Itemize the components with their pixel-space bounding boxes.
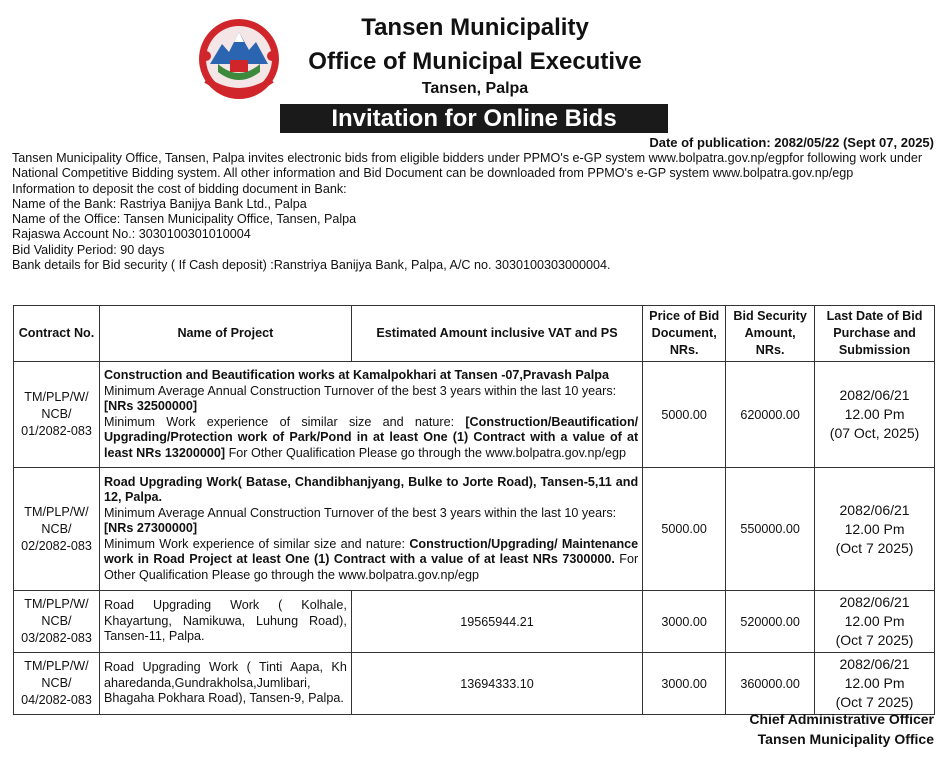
last-date — [815, 591, 935, 653]
notice-banner: Invitation for Online Bids — [280, 104, 668, 133]
bid-security-amount: 360000.00 — [726, 653, 815, 715]
last-date-english: (07 Oct, 2025) — [829, 425, 920, 441]
last-date-value: 2082/06/21 — [839, 656, 910, 672]
bank-name: Name of the Bank: Rastriya Banijya Bank Ltd., Palpa — [12, 196, 307, 211]
last-date — [815, 362, 935, 468]
office-name: Office of Municipal Executive — [308, 48, 642, 75]
last-date-time: 12.00 Pm — [844, 613, 905, 629]
bid-security-amount: 520000.00 — [726, 591, 815, 653]
contract-no: TM/PLP/W/ NCB/ 04/2082-083 — [14, 653, 100, 715]
experience-detail: [Construction/Beautification/ Upgrading/Protection work of Park/Pond in at least One (1) Contract with a value of at least NRs 13200000] — [103, 414, 639, 460]
bid-document-price: 3000.00 — [643, 653, 726, 715]
col-lastdate-header: Last Date of Bid Purchase and Submission — [815, 306, 935, 362]
signature-block — [749, 709, 934, 749]
experience-text: Minimum Work experience of similar size and nature: — [103, 414, 455, 429]
col-contract-header: Contract No. — [14, 306, 100, 362]
project-title: Road Upgrading Work( Batase, Chandibhanjyang, Bulke to Jorte Road), Tansen-5,11 and 12, Palpa. — [103, 474, 639, 505]
turnover-amount: [NRs 27300000] — [103, 521, 198, 536]
bid-validity: Bid Validity Period: 90 days — [12, 242, 165, 257]
estimated-amount: 13694333.10 — [351, 653, 642, 715]
project-title: Construction and Beautification works at Kamalpokhari at Tansen -07,Pravash Palpa — [103, 368, 610, 382]
estimated-amount: 19565944.21 — [351, 591, 642, 653]
col-project-header: Name of Project — [99, 306, 351, 362]
other-qualification: For Other Qualification Please go through the www.bolpatra.gov.np/egp — [228, 445, 626, 460]
experience-text: Minimum Work experience of similar size and nature: — [103, 536, 406, 551]
table-header-row — [14, 306, 935, 362]
table-row — [14, 653, 935, 715]
bid-security-bank: Bank details for Bid security ( If Cash deposit) :Ranstriya Banijya Bank, Palpa, A/C no. 3030100303000004. — [12, 258, 611, 273]
bid-security-amount: 550000.00 — [726, 468, 815, 591]
turnover-amount: [NRs 32500000] — [103, 399, 198, 413]
intro-text — [12, 151, 936, 273]
intro-paragraph: Tansen Municipality Office, Tansen, Palpa invites electronic bids from eligible bidders under PPMO's e-GP system www.bolpatra.gov.np/egpfor following work under National Competitive Bidding system. All other information and Bid Document can be downloaded from PPMO's e-GP system www.bolpatra.gov.np/egp — [12, 151, 923, 181]
other-qualification: For Other Qualification Please go through the www.bolpatra.gov.np/egp — [103, 552, 639, 582]
municipality-name: Tansen Municipality — [361, 14, 589, 41]
col-security-header: Bid Security Amount, NRs. — [726, 306, 815, 362]
project-name: Road Upgrading Work ( Tinti Aapa, Kh aharedanda,Gundrakholsa,Jumlibari, Bhagaha Pokhara Road), Tansen-9, Palpa. — [99, 653, 351, 715]
bids-table — [13, 305, 935, 715]
last-date-english: (Oct 7 2025) — [835, 694, 914, 710]
last-date-value: 2082/06/21 — [839, 501, 910, 518]
bid-document-price: 3000.00 — [643, 591, 726, 653]
last-date-english: (Oct 7 2025) — [835, 539, 914, 556]
publication-date: Date of publication: 2082/05/22 (Sept 07, 2025) — [649, 135, 934, 150]
last-date-time: 12.00 Pm — [844, 675, 905, 691]
location: Tansen, Palpa — [421, 80, 529, 97]
header — [0, 0, 948, 133]
bid-document-price: 5000.00 — [643, 468, 726, 591]
project-name: Road Upgrading Work ( Kolhale, Khayartung, Namikuwa, Luhung Road), Tansen-11, Palpa. — [99, 591, 351, 653]
signatory-office: Tansen Municipality Office — [757, 731, 934, 747]
last-date-time: 12.00 Pm — [844, 406, 905, 422]
bank-info-heading: Information to deposit the cost of bidding document in Bank: — [12, 181, 347, 196]
last-date — [815, 468, 935, 591]
bid-document-price: 5000.00 — [643, 362, 726, 468]
experience-detail: Construction/Upgrading/ Maintenance work in Road Project at least One (1) Contract with a value of at least NRs 7300000. — [103, 536, 639, 567]
contract-no: TM/PLP/W/ NCB/ 03/2082-083 — [14, 591, 100, 653]
last-date — [815, 653, 935, 715]
contract-no: TM/PLP/W/ NCB/ 02/2082-083 — [14, 468, 100, 591]
turnover-text: Minimum Average Annual Construction Turnover of the best 3 years within the last 10 years: — [103, 383, 617, 398]
office-name-line: Name of the Office: Tansen Municipality Office, Tansen, Palpa — [12, 212, 357, 227]
nepal-emblem-icon — [196, 16, 282, 102]
last-date-value: 2082/06/21 — [839, 594, 910, 610]
bid-security-amount: 620000.00 — [726, 362, 815, 468]
table-row — [14, 362, 935, 468]
last-date-time: 12.00 Pm — [844, 520, 905, 537]
signatory-title: Chief Administrative Officer — [749, 711, 934, 727]
rajaswa-account: Rajaswa Account No.: 3030100301010004 — [12, 227, 251, 242]
last-date-english: (Oct 7 2025) — [835, 632, 914, 648]
project-description — [99, 362, 642, 468]
table-row — [14, 591, 935, 653]
contract-no: TM/PLP/W/ NCB/ 01/2082-083 — [14, 362, 100, 468]
turnover-text: Minimum Average Annual Construction Turnover of the best 3 years within the last 10 years: — [103, 505, 617, 520]
table-row — [14, 468, 935, 591]
col-price-header: Price of Bid Document, NRs. — [643, 306, 726, 362]
project-description — [99, 468, 642, 591]
last-date-value: 2082/06/21 — [839, 387, 910, 403]
col-estimate-header: Estimated Amount inclusive VAT and PS — [351, 306, 642, 362]
